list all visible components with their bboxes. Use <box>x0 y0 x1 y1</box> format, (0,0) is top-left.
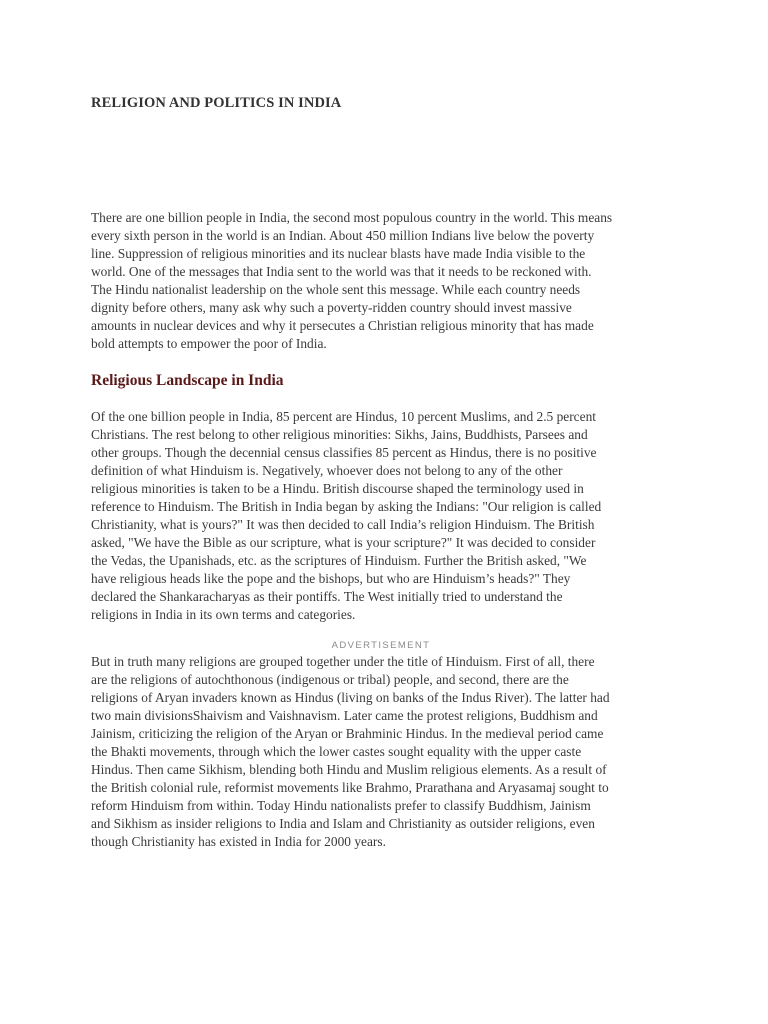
paragraph-line: religions of Aryan invaders known as Hindus (living on banks of the Indus River). The latter had <box>91 690 610 705</box>
paragraph-line: world. One of the messages that India sent to the world was that it needs to be reckoned with. <box>91 264 592 279</box>
paragraph-line: and Sikhism as insider religions to India and Islam and Christianity as outsider religions, even <box>91 816 595 831</box>
section-heading: Religious Landscape in India <box>91 372 284 389</box>
paragraph-line: have religious heads like the pope and the bishops, but who are Hinduism’s heads?" They <box>91 571 571 586</box>
paragraph-line: Jainism, criticizing the religion of the Aryan or Brahminic Hindus. In the medieval period came <box>91 726 604 741</box>
paragraph-line: two main divisionsShaivism and Vaishnavism. Later came the protest religions, Buddhism and <box>91 708 598 723</box>
paragraph-line: The Hindu nationalist leadership on the whole sent this message. While each country needs <box>91 282 581 297</box>
paragraph-line: Christians. The rest belong to other religious minorities: Sikhs, Jains, Buddhists, Parsees and <box>91 427 588 442</box>
paragraph-line: declared the Shankaracharyas as their pontiffs. The West initially tried to understand the <box>91 589 563 604</box>
paragraph-line: reform Hinduism from within. Today Hindu nationalists prefer to classify Buddhism, Jainism <box>91 798 591 813</box>
advertisement-label: ADVERTISEMENT <box>331 640 431 651</box>
paragraph-line: But in truth many religions are grouped together under the title of Hinduism. First of all, there <box>91 654 595 669</box>
paragraph-line: every sixth person in the world is an Indian. About 450 million Indians live below the poverty <box>91 228 595 243</box>
paragraph-line: the Bhakti movements, through which the lower castes sought equality with the upper caste <box>91 744 582 759</box>
paragraph-line: though Christianity has existed in India for 2000 years. <box>91 834 386 849</box>
paragraph-line: There are one billion people in India, the second most populous country in the world. This means <box>91 210 613 225</box>
paragraph-line: definition of what Hinduism is. Negatively, whoever does not belong to any of the other <box>91 463 563 478</box>
paragraph-line: the Vedas, the Upanishads, etc. as the scriptures of Hinduism. Further the British asked, "We <box>91 553 587 568</box>
paragraph-line: Of the one billion people in India, 85 percent are Hindus, 10 percent Muslims, and 2.5 percent <box>91 409 596 424</box>
paragraph-line: the British colonial rule, reformist movements like Brahmo, Prarathana and Aryasamaj sought to <box>91 780 609 795</box>
paragraph-line: bold attempts to empower the poor of India. <box>91 336 327 351</box>
paragraph-line: Hindus. Then came Sikhism, blending both Hindu and Muslim religious elements. As a result of <box>91 762 607 777</box>
paragraph-line: Christianity, what is yours?" It was then decided to call India’s religion Hinduism. The British <box>91 517 595 532</box>
section-paragraph <box>91 408 601 624</box>
continued-paragraph <box>91 653 610 851</box>
paragraph-line: other groups. Though the decennial census classifies 85 percent as Hindus, there is no positive <box>91 445 597 460</box>
paragraph-line: religious minorities is taken to be a Hindu. British discourse shaped the terminology used in <box>91 481 584 496</box>
paragraph-line: line. Suppression of religious minorities and its nuclear blasts have made India visible to the <box>91 246 586 261</box>
paragraph-line: dignity before others, many ask why such a poverty-ridden country should invest massive <box>91 300 572 315</box>
paragraph-line: asked, "We have the Bible as our scripture, what is your scripture?" It was decided to consider <box>91 535 596 550</box>
paragraph-line: religions in India in its own terms and categories. <box>91 607 356 622</box>
document-title: RELIGION AND POLITICS IN INDIA <box>91 95 342 111</box>
intro-paragraph <box>91 209 612 353</box>
paragraph-line: reference to Hinduism. The British in India began by asking the Indians: "Our religion is called <box>91 499 602 514</box>
paragraph-line: are the religions of autochthonous (indigenous or tribal) people, and second, there are the <box>91 672 569 687</box>
paragraph-line: amounts in nuclear devices and why it persecutes a Christian religious minority that has made <box>91 318 594 333</box>
